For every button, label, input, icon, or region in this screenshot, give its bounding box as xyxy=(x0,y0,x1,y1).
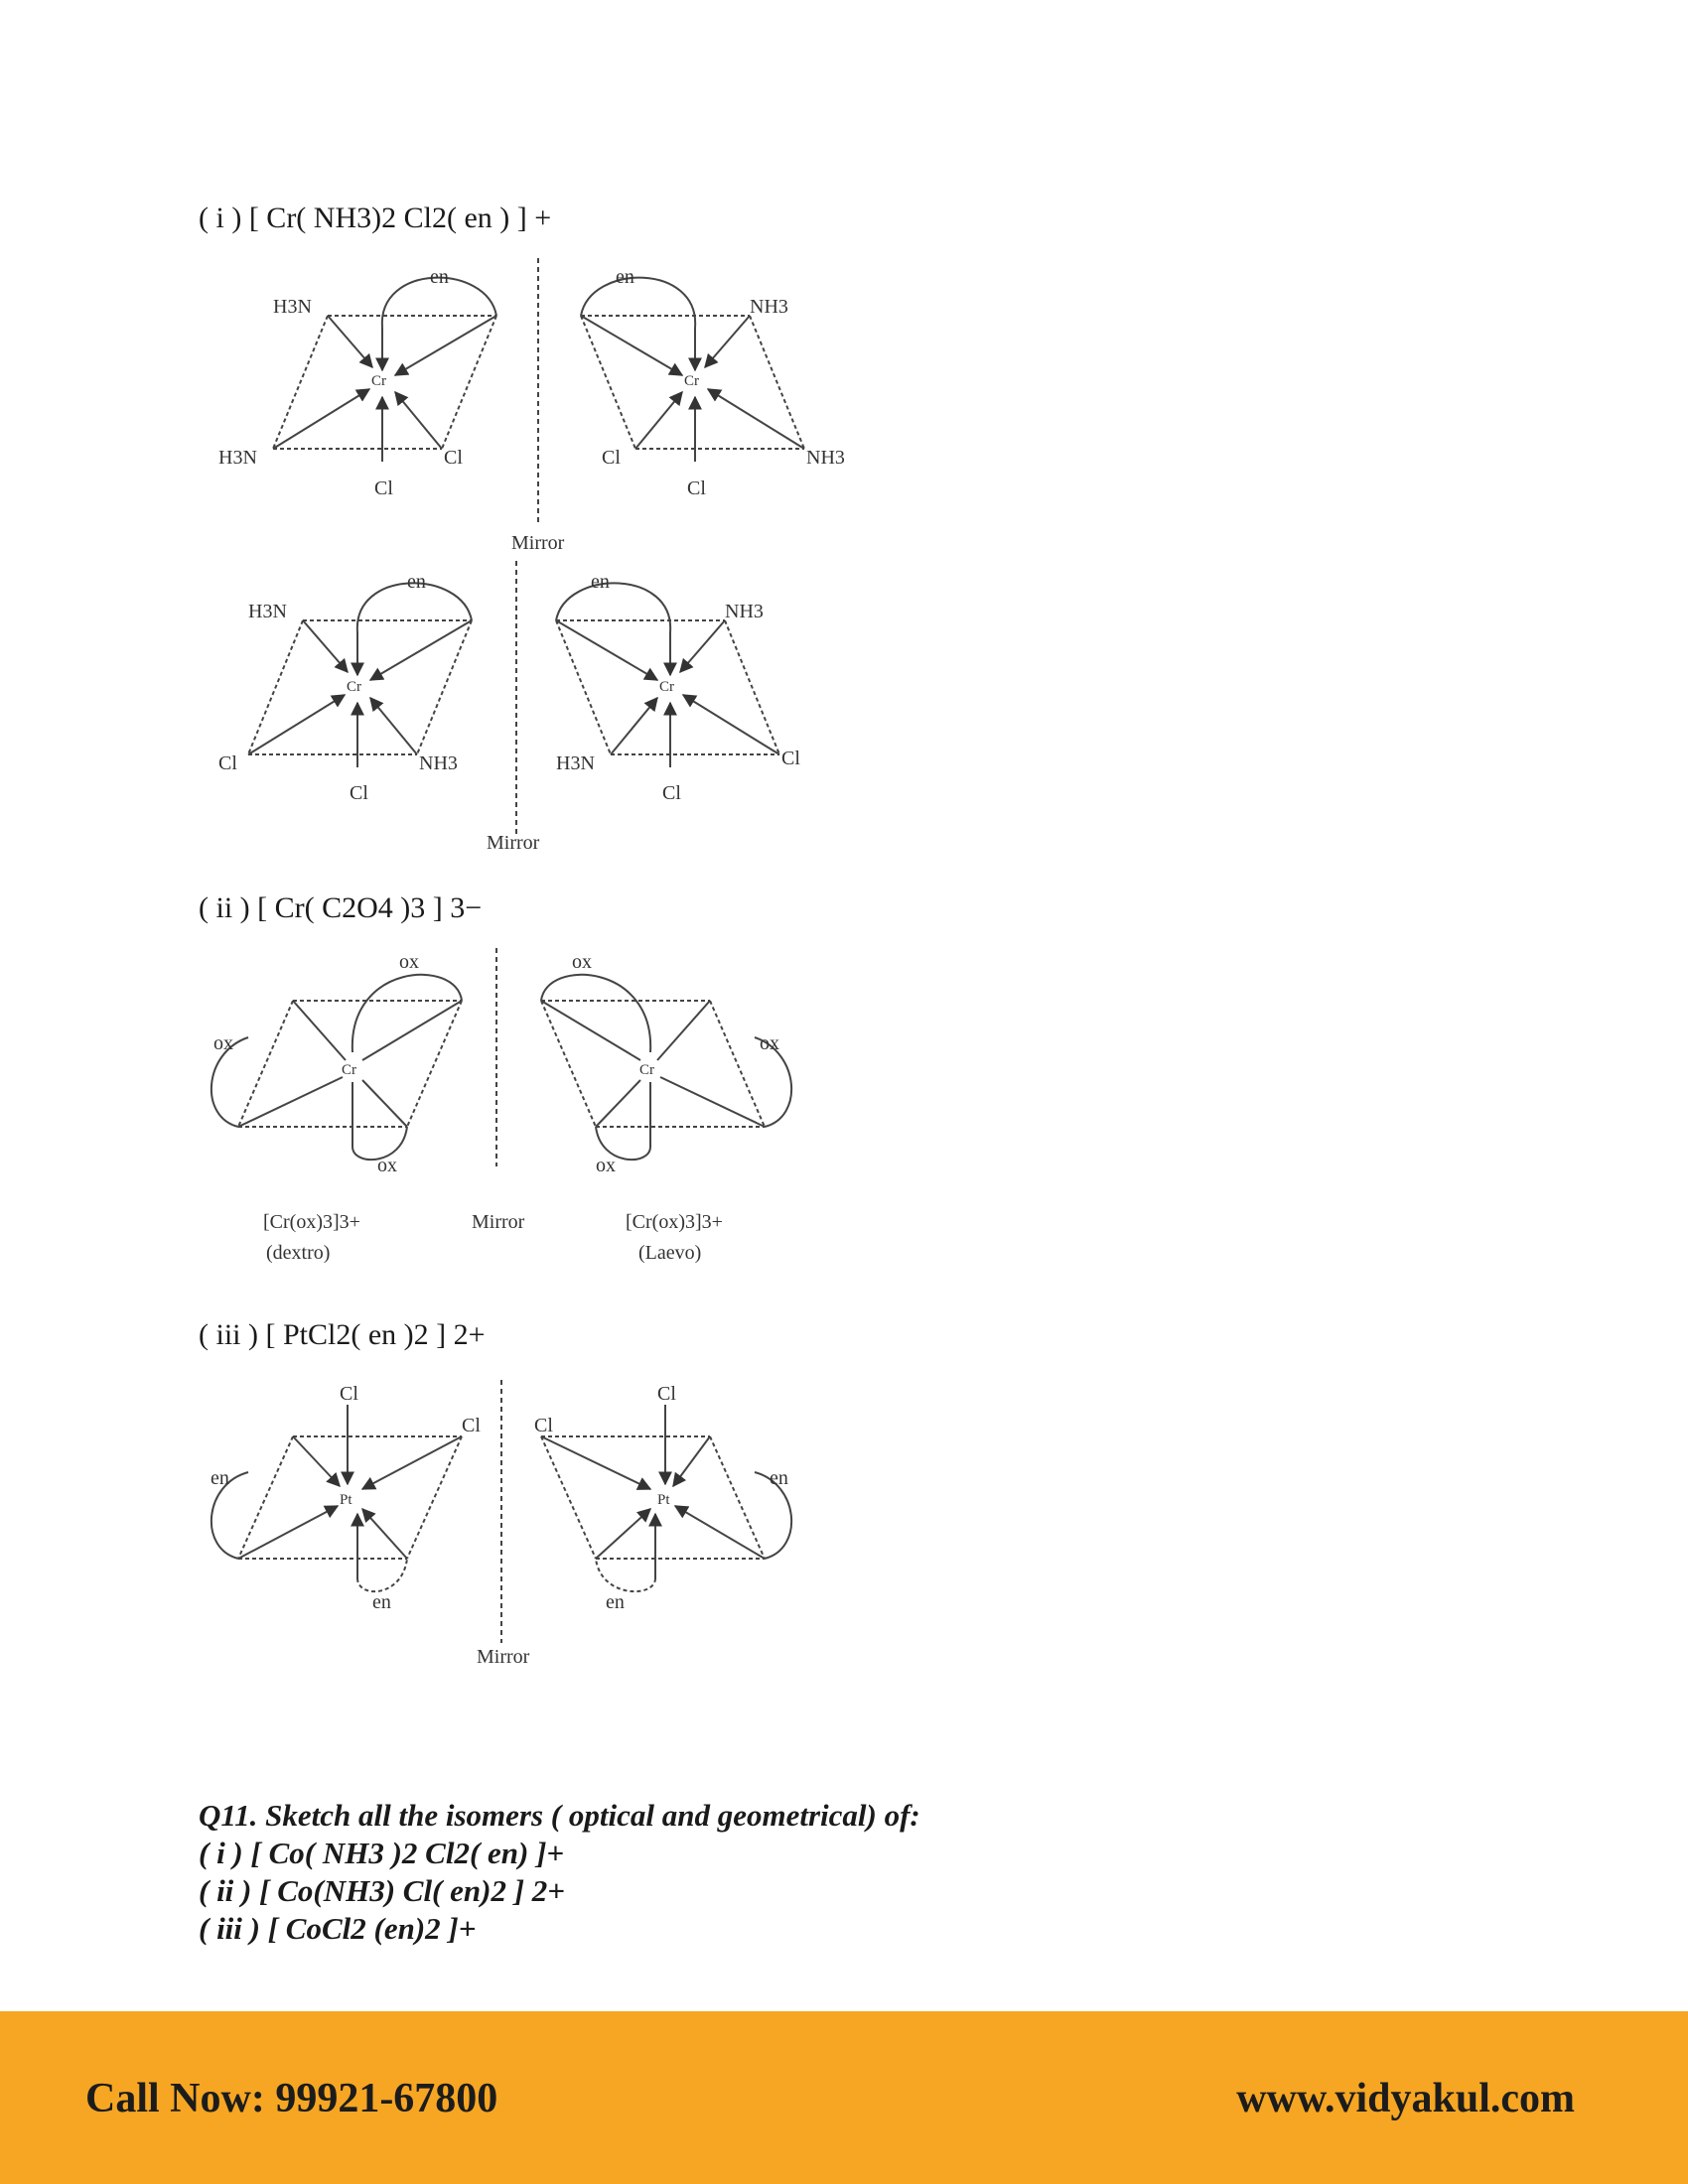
mirror-label: Mirror xyxy=(477,1646,530,1668)
pt-label: Pt xyxy=(340,1492,352,1508)
cl-label: Cl xyxy=(657,1383,676,1405)
cl-label: Cl xyxy=(534,1415,553,1436)
cl-label: Cl xyxy=(687,478,706,499)
cl-label: Cl xyxy=(462,1415,481,1436)
footer-banner xyxy=(0,2011,1688,2184)
heading-part-i: ( i ) [ Cr( NH3)2 Cl2( en ) ] + xyxy=(199,202,552,234)
h3n-label: H3N xyxy=(273,296,312,318)
ox-label: ox xyxy=(596,1155,616,1176)
cr-label: Cr xyxy=(342,1062,356,1078)
cl-label: Cl xyxy=(374,478,393,499)
figure-part-iii xyxy=(199,1375,814,1683)
figure-part-ii xyxy=(199,943,814,1291)
ox-label: ox xyxy=(572,951,592,973)
left-complex-name: [Cr(ox)3]3+ xyxy=(263,1211,360,1233)
cl-label: Cl xyxy=(662,782,681,804)
cl-label: Cl xyxy=(340,1383,358,1405)
question-item: ( i ) [ Co( NH3 )2 Cl2( en) ]+ xyxy=(199,1836,565,1870)
nh3-label: NH3 xyxy=(725,601,764,622)
ox-label: ox xyxy=(760,1032,779,1054)
pt-label: Pt xyxy=(657,1492,670,1508)
en-label: en xyxy=(372,1591,391,1613)
website-link[interactable]: www.vidyakul.com xyxy=(1236,2076,1575,2121)
nh3-label: NH3 xyxy=(750,296,788,318)
cl-label: Cl xyxy=(602,447,621,469)
en-label: en xyxy=(430,266,449,288)
h3n-label: H3N xyxy=(556,752,595,774)
h3n-label: H3N xyxy=(248,601,287,622)
question-block xyxy=(199,1797,920,1948)
right-complex-name: [Cr(ox)3]3+ xyxy=(626,1211,723,1233)
nh3-label: NH3 xyxy=(419,752,458,774)
cl-label: Cl xyxy=(781,748,800,769)
left-caption: (dextro) xyxy=(266,1242,331,1264)
en-label: en xyxy=(770,1467,788,1489)
heading-part-iii: ( iii ) [ PtCl2( en )2 ] 2+ xyxy=(199,1318,486,1351)
en-label: en xyxy=(591,571,610,593)
en-label: en xyxy=(616,266,634,288)
cr-label: Cr xyxy=(639,1062,654,1078)
cl-label: Cl xyxy=(350,782,368,804)
figure-part-i xyxy=(199,253,874,918)
nh3-label: NH3 xyxy=(806,447,845,469)
cr-label: Cr xyxy=(684,373,699,389)
ox-label: ox xyxy=(377,1155,397,1176)
ox-label: ox xyxy=(399,951,419,973)
h3n-label: H3N xyxy=(218,447,257,469)
question-item: ( ii ) [ Co(NH3) Cl( en)2 ] 2+ xyxy=(199,1873,565,1908)
mirror-label: Mirror xyxy=(511,532,565,554)
mirror-label: Mirror xyxy=(472,1211,525,1233)
mirror-label: Mirror xyxy=(487,832,540,854)
question-item: ( iii ) [ CoCl2 (en)2 ]+ xyxy=(199,1911,477,1946)
cl-label: Cl xyxy=(444,447,463,469)
right-caption: (Laevo) xyxy=(638,1242,702,1264)
en-label: en xyxy=(606,1591,625,1613)
en-label: en xyxy=(407,571,426,593)
cr-label: Cr xyxy=(371,373,386,389)
question-title: Q11. Sketch all the isomers ( optical and geometrical) of: xyxy=(199,1798,920,1833)
cr-label: Cr xyxy=(659,679,674,695)
heading-part-ii: ( ii ) [ Cr( C2O4 )3 ] 3− xyxy=(199,891,483,924)
ox-label: ox xyxy=(213,1032,233,1054)
call-now-text[interactable]: Call Now: 99921-67800 xyxy=(85,2076,498,2121)
en-label: en xyxy=(211,1467,229,1489)
cl-label: Cl xyxy=(218,752,237,774)
cr-label: Cr xyxy=(347,679,361,695)
